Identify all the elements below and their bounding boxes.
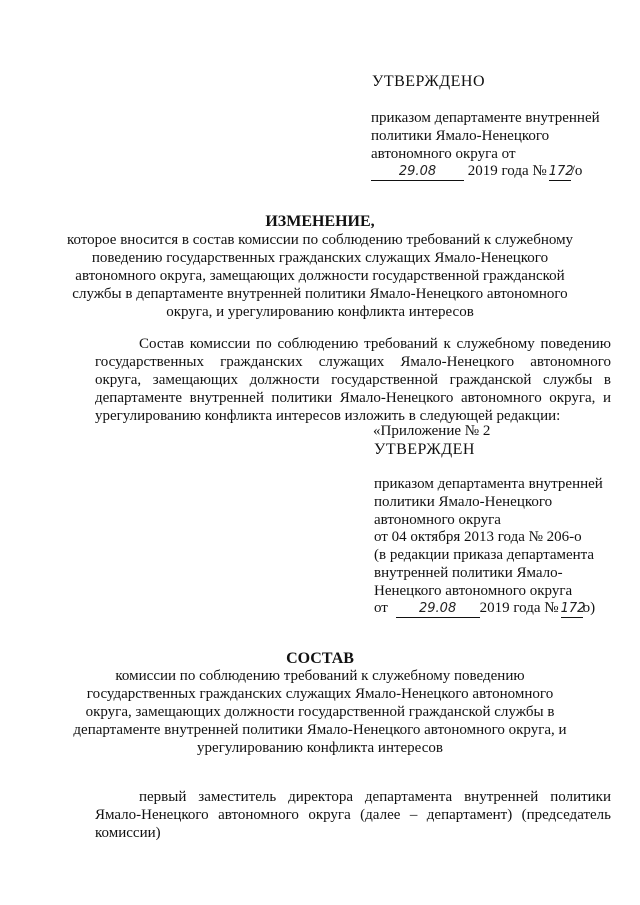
- composition-title-line-4: департаменте внутренней политики Ямало-Ненецкого автономного округа, и: [73, 722, 567, 738]
- body-line-2: государственных гражданских служащих Ямало-Ненецкого автономного: [95, 354, 611, 370]
- approval-number-suffix: /о: [570, 163, 583, 179]
- appendix-line-1: приказом департамента внутренней: [374, 476, 603, 492]
- appendix-line-4: от 04 октября 2013 года № 206-о: [374, 529, 582, 545]
- change-title-line-4: службы в департаменте внутренней политики Ямало-Ненецкого автономного: [72, 286, 568, 302]
- member-line-1: первый заместитель директора департамента внутренней политики: [139, 789, 611, 805]
- composition-title-line-1: комиссии по соблюдению требований к служебному поведению: [115, 668, 525, 684]
- appendix-date-line: [374, 600, 595, 618]
- approval-line-2: политики Ямало-Ненецкого: [371, 128, 550, 144]
- approval-date-line: [371, 163, 582, 181]
- body-line-1: Состав комиссии по соблюдению требований к служебному поведению: [139, 336, 611, 352]
- member-line-3: комиссии): [95, 825, 161, 841]
- approval-line-1: приказом департаменте внутренней: [371, 110, 600, 126]
- change-title-line-1: которое вносится в состав комиссии по соблюдению требований к служебному: [66, 232, 574, 248]
- member-line-2: Ямало-Ненецкого автономного округа (далее – департамент) (председатель: [95, 807, 611, 823]
- appendix-line-3: автономного округа: [374, 512, 501, 528]
- approval-date-handwritten: 29.08: [371, 163, 464, 181]
- composition-heading: СОСТАВ: [286, 650, 354, 667]
- appendix-number-suffix: о): [582, 600, 596, 616]
- appendix-line-7: Ненецкого автономного округа: [374, 583, 573, 599]
- appendix-heading: УТВЕРЖДЕН: [374, 441, 475, 458]
- change-title-line-5: округа, и урегулированию конфликта интересов: [166, 304, 474, 320]
- approval-year-text: 2019 года №: [467, 163, 547, 179]
- body-line-4: департаменте внутренней политики Ямало-Ненецкого автономного округа, и: [95, 390, 611, 406]
- body-line-3: округа, замещающих должности государственной гражданской службы в: [95, 372, 611, 388]
- change-heading: ИЗМЕНЕНИЕ,: [265, 213, 375, 230]
- appendix-year-text: 2019 года №: [479, 600, 559, 616]
- appendix-line-2: политики Ямало-Ненецкого: [374, 494, 553, 510]
- approval-line-3: автономного округа от: [371, 146, 516, 162]
- appendix-label: «Приложение № 2: [373, 423, 491, 439]
- approval-number-handwritten: 172: [548, 164, 574, 179]
- change-title-line-2: поведению государственных гражданских служащих Ямало-Ненецкого: [91, 250, 549, 266]
- appendix-line-6: внутренней политики Ямало-: [374, 565, 563, 581]
- change-title-line-3: автономного округа, замещающих должности государственной гражданской: [75, 268, 565, 284]
- composition-title-line-5: урегулированию конфликта интересов: [197, 740, 443, 756]
- body-line-5: урегулированию конфликта интересов изложить в следующей редакции:: [95, 408, 561, 424]
- appendix-from-prefix: от: [374, 600, 388, 616]
- composition-title-line-2: государственных гражданских служащих Ямало-Ненецкого автономного: [86, 686, 554, 702]
- appendix-line-5: (в редакции приказа департамента: [374, 547, 595, 563]
- approval-heading: УТВЕРЖДЕНО: [372, 73, 486, 90]
- appendix-date-handwritten: 29.08: [396, 600, 480, 618]
- appendix-number-handwritten: 172: [560, 601, 586, 616]
- composition-title-line-3: округа, замещающих должности государственной гражданской службы в: [85, 704, 555, 720]
